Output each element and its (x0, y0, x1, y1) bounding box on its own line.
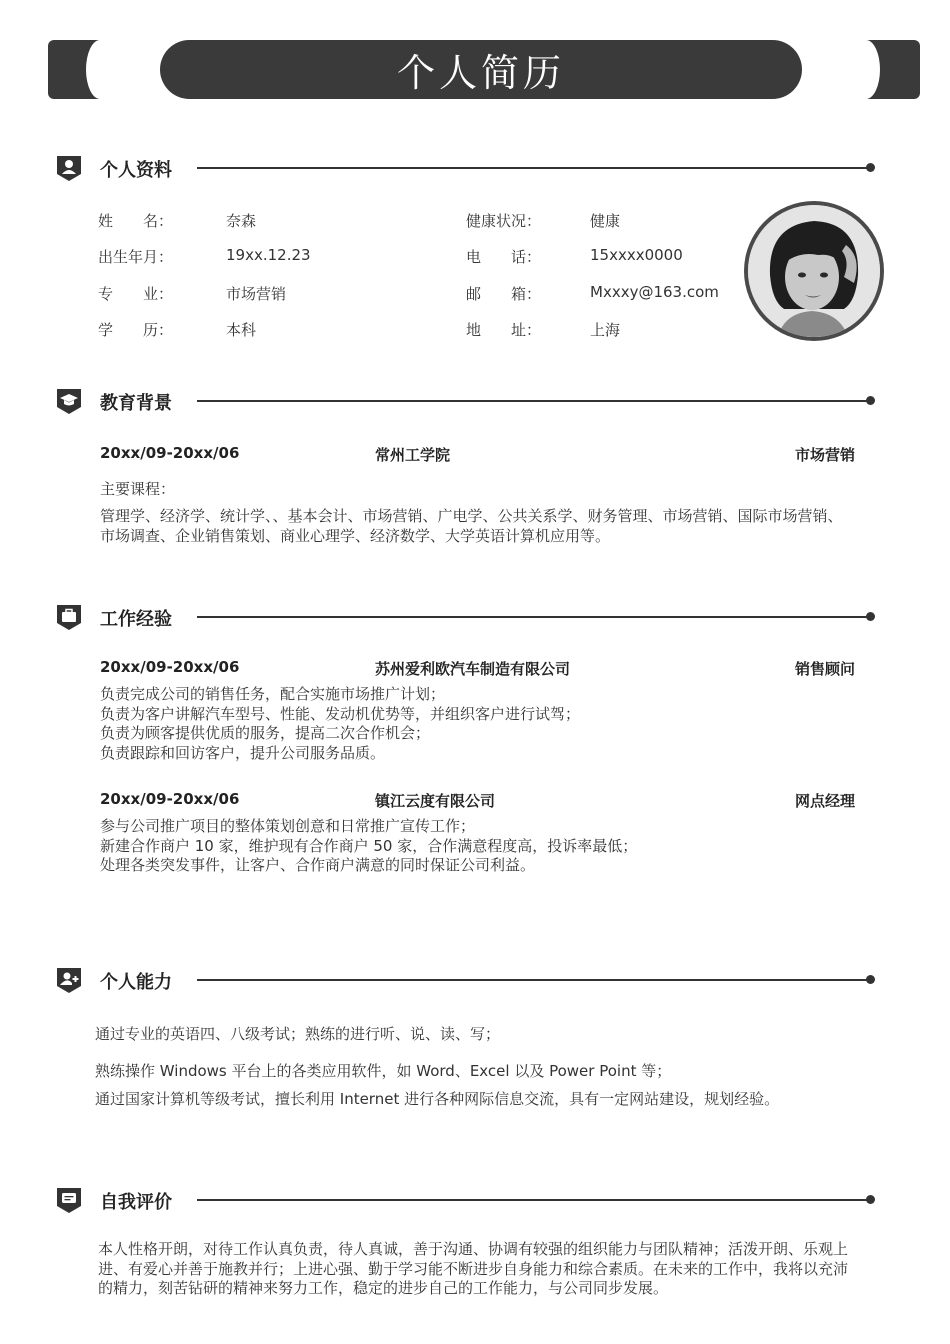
work-company: 苏州爱利欧汽车制造有限公司 (375, 660, 571, 678)
education-date: 20xx/09-20xx/06 (100, 444, 240, 462)
profile-label-birth: 出生年月： (98, 248, 174, 266)
work-date: 20xx/09-20xx/06 (100, 658, 240, 676)
work-role: 销售顾问 (794, 660, 855, 678)
profile-label-address: 地 址： (466, 321, 542, 339)
section-divider-dot (866, 612, 875, 621)
work-duty-line: 负责完成公司的销售任务，配合实施市场推广计划； (100, 685, 446, 703)
profile-value-address: 上海 (590, 321, 621, 339)
section-title-profile: 个人资料 (100, 160, 172, 181)
profile-value-health: 健康 (590, 212, 621, 230)
section-divider (197, 616, 869, 618)
work-duty-line: 处理各类突发事件，让客户、合作商户满意的同时保证公司利益。 (100, 856, 536, 874)
section-divider-dot (866, 396, 875, 405)
profile-value-email: Mxxxy@163.com (590, 283, 719, 301)
profile-value-name: 奈森 (226, 212, 257, 230)
education-major: 市场营销 (794, 446, 855, 464)
profile-label-email: 邮 箱： (466, 285, 542, 303)
section-title-self: 自我评价 (100, 1192, 172, 1213)
work-role: 网点经理 (794, 792, 855, 810)
section-divider (197, 167, 869, 169)
section-header-work (55, 603, 875, 633)
section-header-profile (55, 154, 875, 184)
work-duty-line: 负责为顾客提供优质的服务，提高二次合作机会； (100, 724, 431, 742)
profile-label-health: 健康状况： (466, 212, 542, 230)
work-duty-line: 参与公司推广项目的整体策划创意和日常推广宣传工作； (100, 817, 476, 835)
work-company: 镇江云度有限公司 (375, 792, 496, 810)
user-shield-icon (55, 154, 83, 182)
skills-item: 通过专业的英语四、八级考试；熟练的进行听、说、读、写； (95, 1025, 501, 1043)
work-date: 20xx/09-20xx/06 (100, 790, 240, 808)
header-banner (160, 40, 802, 99)
education-courses: 管理学、经济学、统计学、、基本会计、市场营销、广电学、公共关系学、财务管理、市场营销、国际市场营销、市场调查、企业销售策划、商业心理学、经济数学、大学英语计算机应用等。 (100, 507, 843, 545)
graduation-cap-icon (55, 387, 83, 415)
section-header-self (55, 1186, 875, 1216)
section-header-skills (55, 966, 875, 996)
header-left-ornament (48, 40, 100, 99)
education-school: 常州工学院 (375, 446, 451, 464)
comment-icon (55, 1186, 83, 1214)
education-courses-label: 主要课程： (100, 480, 176, 498)
work-duties (100, 817, 860, 876)
section-divider (197, 400, 869, 402)
work-entry-header (100, 790, 855, 812)
portrait-photo-icon (748, 205, 880, 337)
profile-value-birth: 19xx.12.23 (226, 246, 311, 264)
section-title-work: 工作经验 (100, 609, 172, 630)
profile-value-phone: 15xxxx0000 (590, 246, 683, 264)
section-divider-dot (866, 975, 875, 984)
self-evaluation-text: 本人性格开朗，对待工作认真负责，待人真诚，善于沟通、协调有较强的组织能力与团队精神；活泼开朗、乐观上进、有爱心并善于施教并行；上进心强、勤于学习能不断进步自身能力和综合素质。在未来的工作中，我将以充沛的精力，刻苦钻研的精神来努力工作，稳定的进步自己的工作能力，与公司同步发展。 (98, 1240, 849, 1297)
work-entry-header (100, 658, 855, 680)
profile-label-degree: 学 历： (98, 321, 174, 339)
section-divider (197, 1199, 869, 1201)
education-entry-header (100, 444, 855, 466)
header-right-ornament (866, 40, 920, 99)
user-plus-icon (55, 966, 83, 994)
section-title-skills: 个人能力 (100, 972, 172, 993)
work-duties (100, 685, 860, 763)
profile-value-degree: 本科 (226, 321, 257, 339)
work-duty-line: 新建合作商户 10 家，维护现有合作商户 50 家，合作满意程度高，投诉率最低； (100, 836, 638, 855)
work-duty-line: 负责为客户讲解汽车型号、性能、发动机优势等，并组织客户进行试驾； (100, 704, 581, 723)
skills-item: 通过国家计算机等级考试，擅长利用 Internet 进行各种网际信息交流，具有一定网站建设，规划经验。 (95, 1090, 780, 1108)
briefcase-icon (55, 603, 83, 631)
section-divider-dot (866, 163, 875, 172)
profile-label-phone: 电 话： (466, 248, 542, 266)
page-title: 个人简历 (396, 51, 565, 95)
section-divider (197, 979, 869, 981)
profile-label-major: 专 业： (98, 285, 174, 303)
section-divider-dot (866, 1195, 875, 1204)
section-title-education: 教育背景 (100, 393, 172, 414)
avatar (744, 201, 884, 341)
profile-label-name: 姓 名： (98, 212, 174, 230)
work-duty-line: 负责跟踪和回访客户，提升公司服务品质。 (100, 743, 386, 762)
profile-value-major: 市场营销 (226, 285, 287, 303)
section-header-education (55, 387, 875, 417)
avatar-photo (748, 205, 880, 337)
skills-item: 熟练操作 Windows 平台上的各类应用软件，如 Word、Excel 以及 Power Point 等； (95, 1062, 672, 1080)
